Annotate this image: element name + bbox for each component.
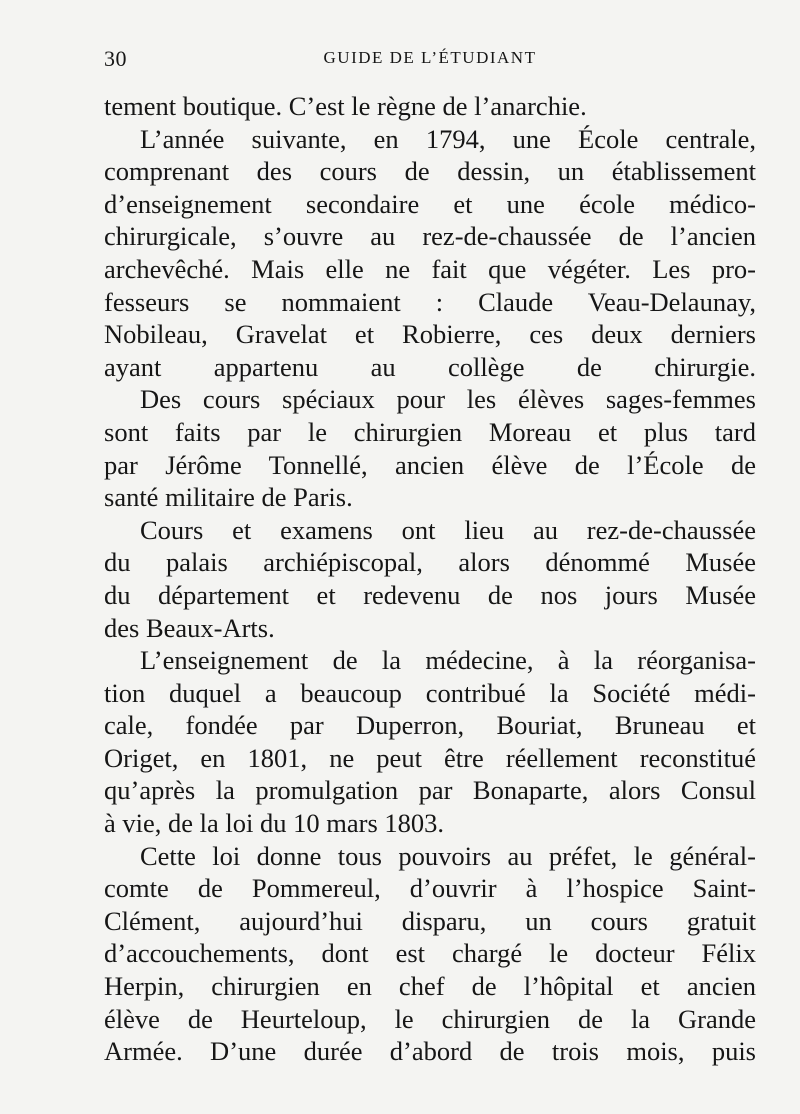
- text-line: sont faits par le chirurgien Moreau et plus tard: [104, 416, 756, 447]
- text-line: tion duquel a beaucoup contribué la Société médi-: [104, 677, 756, 708]
- text-line: Herpin, chirurgien en chef de l’hôpital et ancien: [104, 971, 756, 1002]
- text-line: qu’après la promulgation par Bonaparte, alors Consul: [104, 775, 756, 806]
- text-line: comprenant des cours de dessin, un établissement: [104, 156, 756, 187]
- text-line: du palais archiépiscopal, alors dénommé Musée: [104, 547, 756, 578]
- text-line: du département et redevenu de nos jours Musée: [104, 579, 756, 610]
- text-line: L’année suivante, en 1794, une École centrale,: [140, 123, 756, 154]
- text-line: d’accouchements, dont est chargé le docteur Félix: [104, 938, 756, 969]
- text-line: d’enseignement secondaire et une école médico-: [104, 188, 756, 219]
- text-line: Armée. D’une durée d’abord de trois mois, puis: [104, 1036, 756, 1067]
- page-number: 30: [104, 46, 127, 71]
- text-line: tement boutique. C’est le règne de l’anarchie.: [104, 91, 587, 121]
- running-title: GUIDE DE L’ÉTUDIANT: [323, 48, 537, 67]
- text-line: archevêché. Mais elle ne fait que végéter. Les pro-: [104, 253, 756, 284]
- text-line: chirurgicale, s’ouvre au rez-de-chaussée de l’ancien: [104, 221, 756, 252]
- text-line: par Jérôme Tonnellé, ancien élève de l’École de: [104, 449, 756, 480]
- text-line: Cours et examens ont lieu au rez-de-chaussée: [140, 514, 756, 545]
- text-line: Des cours spéciaux pour les élèves sages-femmes: [140, 384, 756, 415]
- text-line: fesseurs se nommaient : Claude Veau-Delaunay,: [104, 286, 756, 317]
- text-line: ayant appartenu au collège de chirurgie.: [104, 351, 756, 382]
- text-line: élève de Heurteloup, le chirurgien de la Grande: [104, 1003, 756, 1034]
- text-line: comte de Pommereul, d’ouvrir à l’hospice Saint-: [104, 873, 756, 904]
- text-line: santé militaire de Paris.: [104, 482, 353, 513]
- body-text: [104, 90, 756, 1068]
- running-head: [104, 46, 756, 74]
- text-line: L’enseignement de la médecine, à la réorganisa-: [140, 645, 756, 676]
- text-line: Origet, en 1801, ne peut être réellement reconstitué: [104, 742, 756, 773]
- text-line: Cette loi donne tous pouvoirs au préfet, le général-: [140, 840, 756, 871]
- text-line: Clément, aujourd’hui disparu, un cours gratuit: [104, 905, 756, 936]
- text-line: des Beaux-Arts.: [104, 612, 275, 643]
- text-line: Nobileau, Gravelat et Robierre, ces deux derniers: [104, 319, 756, 350]
- text-line: à vie, de la loi du 10 mars 1803.: [104, 808, 445, 839]
- text-line: cale, fondée par Duperron, Bouriat, Bruneau et: [104, 710, 756, 741]
